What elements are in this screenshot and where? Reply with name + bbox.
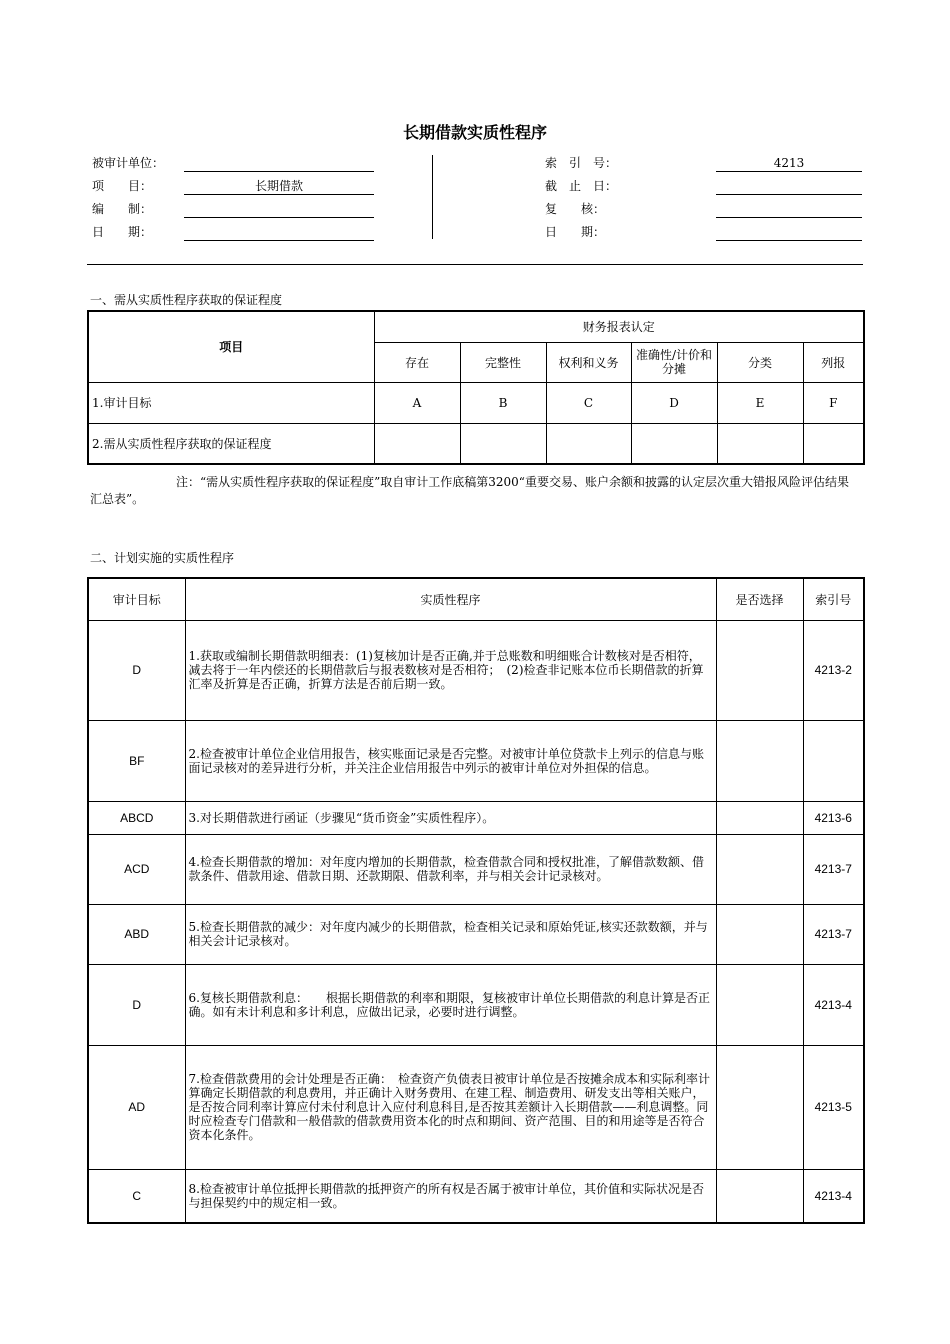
table-row [88, 801, 864, 834]
procedure-cell: 5.检查长期借款的减少：对年度内减少的长期借款，检查相关记录和原始凭证,核实还款数额，并与相关会计记录核对。 [185, 904, 716, 964]
col-header-procedure: 实质性程序 [185, 578, 716, 620]
assertion-header: 分类 [717, 342, 803, 382]
row-label: 2.需从实质性程序获取的保证程度 [88, 423, 374, 464]
assertion-header: 存在 [374, 342, 460, 382]
assertion-header: 完整性 [460, 342, 546, 382]
procedure-cell: 7.检查借款费用的会计处理是否正确： 检查资产负债表日被审计单位是否按摊余成本和实际利率计算确定长期借款的利息费用，并正确计入财务费用、在建工程、制造费用、研发支出等相关账户，是否按合同利率计算应付未付利息计入应付利息科目,是否按其差额计入长期借款——利息调整。同时应检查专门借款和一般借款的借款费用资本化的时点和期间、资产范围、目的和用途等是否符合资本化条件。 [185, 1045, 716, 1169]
selected-cell[interactable] [716, 1169, 803, 1223]
procedure-cell: 2.检查被审计单位企业信用报告，核实账面记录是否完整。对被审计单位贷款卡上列示的信息与账面记录核对的差异进行分析，并关注企业信用报告中列示的被审计单位对外担保的信息。 [185, 720, 716, 801]
index-cell: 4213-6 [803, 801, 864, 834]
objective-cell: C [88, 1169, 185, 1223]
section2-heading: 二、计划实施的实质性程序 [90, 551, 235, 565]
selected-cell[interactable] [716, 1045, 803, 1169]
header-label: 被审计单位： [92, 156, 165, 170]
header-label: 日 期： [92, 225, 153, 239]
assurance-cell[interactable] [374, 423, 460, 464]
selected-cell[interactable] [716, 964, 803, 1045]
col-header-objective: 审计目标 [88, 578, 185, 620]
header-rule [87, 264, 863, 265]
index-cell: 4213-2 [803, 620, 864, 720]
assurance-cell[interactable] [546, 423, 631, 464]
cutoff-field[interactable] [716, 177, 862, 195]
objective-cell: F [803, 382, 864, 423]
index-cell: 4213-7 [803, 904, 864, 964]
procedures-table [87, 577, 865, 1224]
section1-note: 注：“需从实质性程序获取的保证程度”取自审计工作底稿第3200“重要交易、账户余额和披露的认定层次重大错报风险评估结果汇总表”。 [90, 475, 849, 506]
col-header-selected: 是否选择 [716, 578, 803, 620]
index-cell: 4213-4 [803, 964, 864, 1045]
header-label: 索 引 号： [545, 156, 618, 170]
selected-cell[interactable] [716, 834, 803, 904]
review-date-field[interactable] [716, 223, 862, 241]
index-cell: 4213-5 [803, 1045, 864, 1169]
item-field[interactable]: 长期借款 [184, 177, 374, 195]
procedure-cell: 6.复核长期借款利息： 根据长期借款的利率和期限，复核被审计单位长期借款的利息计算是否正确。如有未计利息和多计利息，应做出记录，必要时进行调整。 [185, 964, 716, 1045]
header-label: 复 核： [545, 202, 606, 216]
index-cell [803, 720, 864, 801]
assertion-header: 列报 [803, 342, 864, 382]
objective-cell: D [88, 964, 185, 1045]
preparer-field[interactable] [184, 200, 374, 218]
assurance-cell[interactable] [803, 423, 864, 464]
assurance-cell[interactable] [631, 423, 717, 464]
procedure-cell: 8.检查被审计单位抵押长期借款的抵押资产的所有权是否属于被审计单位，其价值和实际状况是否与担保契约中的规定相一致。 [185, 1169, 716, 1223]
objective-cell: A [374, 382, 460, 423]
table-row [88, 834, 864, 904]
assurance-cell[interactable] [460, 423, 546, 464]
header-label: 编 制： [92, 202, 153, 216]
objective-cell: D [88, 620, 185, 720]
objective-cell: BF [88, 720, 185, 801]
assertion-header: 权利和义务 [546, 342, 631, 382]
index-cell: 4213-4 [803, 1169, 864, 1223]
objective-cell: ABD [88, 904, 185, 964]
col-header-assertions: 财务报表认定 [374, 311, 864, 342]
table-row [88, 964, 864, 1045]
header-label: 项 目： [92, 179, 153, 193]
page-title: 长期借款实质性程序 [402, 123, 547, 142]
header-label: 截 止 日： [545, 179, 618, 193]
selected-cell[interactable] [716, 720, 803, 801]
procedure-cell: 3.对长期借款进行函证（步骤见“货币资金”实质性程序）。 [185, 801, 716, 834]
table-row [88, 1169, 864, 1223]
table-row [88, 620, 864, 720]
selected-cell[interactable] [716, 904, 803, 964]
date-field[interactable] [184, 223, 374, 241]
selected-cell[interactable] [716, 620, 803, 720]
auditee-field[interactable] [184, 154, 374, 172]
objective-cell: C [546, 382, 631, 423]
assurance-table [87, 310, 865, 465]
index-cell: 4213-7 [803, 834, 864, 904]
assurance-cell[interactable] [717, 423, 803, 464]
objective-cell: ACD [88, 834, 185, 904]
table-row [88, 720, 864, 801]
col-header-item: 项目 [88, 311, 374, 382]
section1-heading: 一、需从实质性程序获取的保证程度 [90, 293, 283, 307]
objective-cell: ABCD [88, 801, 185, 834]
col-header-index: 索引号 [803, 578, 864, 620]
procedure-cell: 4.检查长期借款的增加：对年度内增加的长期借款，检查借款合同和授权批准，了解借款数额、借款条件、借款用途、借款日期、还款期限、借款利率，并与相关会计记录核对。 [185, 834, 716, 904]
objective-cell: E [717, 382, 803, 423]
table-row [88, 904, 864, 964]
table-row [88, 1045, 864, 1169]
procedure-cell: 1.获取或编制长期借款明细表：(1)复核加计是否正确,并于总账数和明细账合计数核对是否相符，减去将于一年内偿还的长期借款后与报表数核对是否相符； (2)检查非记账本位币长期借款的折算汇率及折算是否正确，折算方法是否前后期一致。 [185, 620, 716, 720]
header-label: 日 期： [545, 225, 606, 239]
assertion-header: 准确性/计价和分摊 [631, 342, 717, 382]
objective-cell: D [631, 382, 717, 423]
index-field[interactable]: 4213 [716, 154, 862, 172]
header-divider [432, 155, 433, 239]
selected-cell[interactable] [716, 801, 803, 834]
row-label: 1.审计目标 [88, 382, 374, 423]
objective-cell: B [460, 382, 546, 423]
reviewer-field[interactable] [716, 200, 862, 218]
objective-cell: AD [88, 1045, 185, 1169]
